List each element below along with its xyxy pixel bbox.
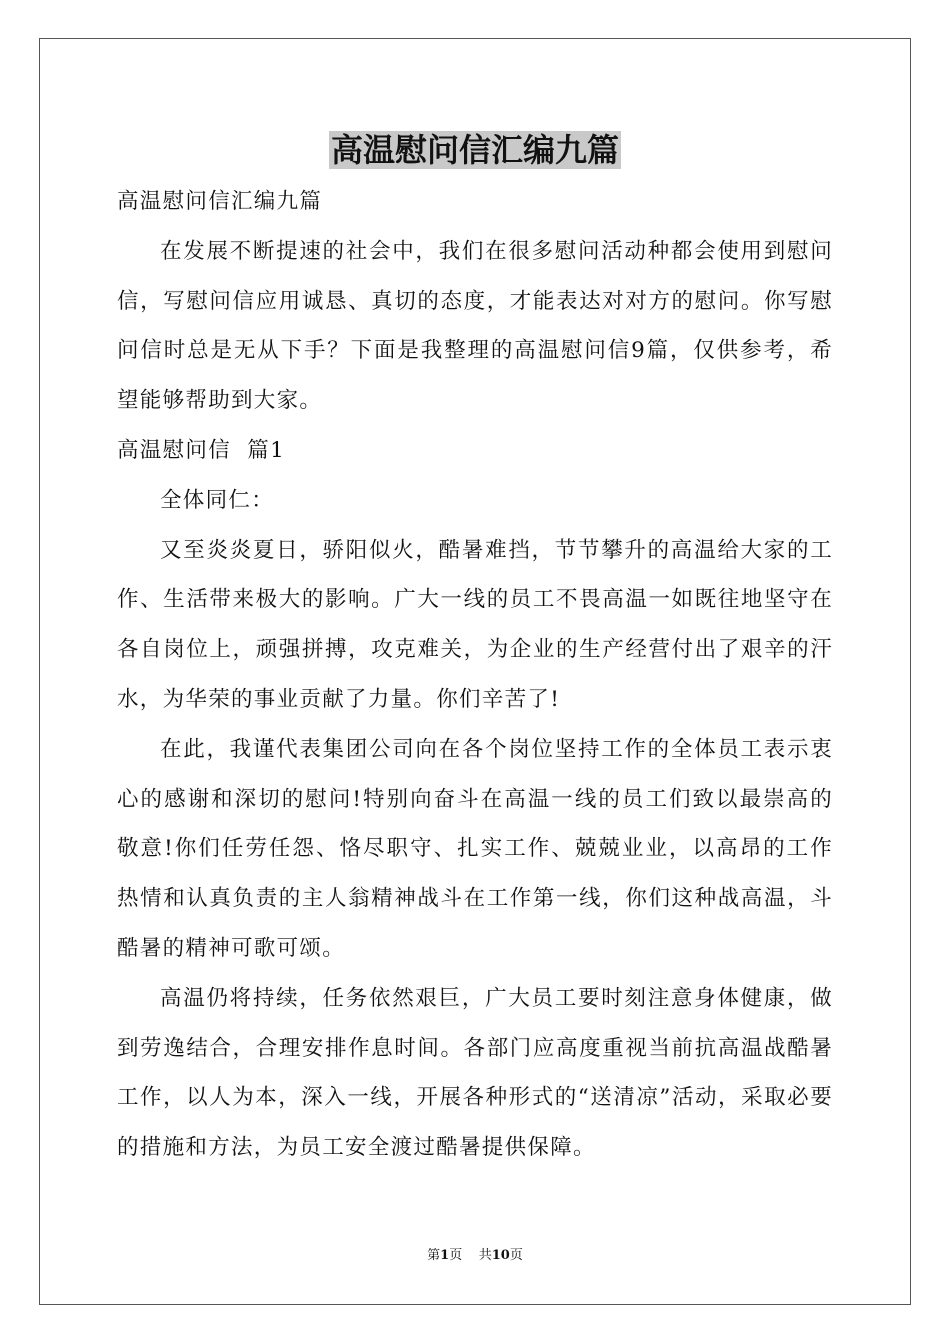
document-title bbox=[0, 126, 950, 174]
salutation: 全体同仁： bbox=[160, 487, 275, 513]
total-suffix: 页 bbox=[509, 1248, 523, 1263]
body-paragraph: 高温仍将持续，任务依然艰巨，广大员工要时刻注意身体健康，做到劳逸结合，合理安排作息时间。各部门应高度重视当前抗高温战酷暑工作，以人为本，深入一线，开展各种形式的“送清凉”活动，采取必要的措施和方法，为员工安全渡过酷暑提供保障。 bbox=[117, 985, 833, 1161]
body-paragraph: 在此，我谨代表集团公司向在各个岗位坚持工作的全体员工表示衷心的感谢和深切的慰问!特别向奋斗在高温一线的员工们致以最崇高的敬意!你们任劳任怨、恪尽职守、扎实工作、兢兢业业，以高昂的工作热情和认真负责的主人翁精神战斗在工作第一线，你们这种战高温，斗酷暑的精神可歌可颂。 bbox=[117, 736, 833, 961]
total-prefix: 共 bbox=[478, 1248, 492, 1263]
body-paragraph: 又至炎炎夏日，骄阳似火，酷暑难挡，节节攀升的高温给大家的工作、生活带来极大的影响。广大一线的员工不畏高温一如既往地坚守在各自岗位上，顽强拼搏，攻克难关，为企业的生产经营付出了艰辛的汗水，为华荣的事业贡献了力量。你们辛苦了! bbox=[117, 537, 833, 712]
page-number: 1 bbox=[440, 1248, 450, 1263]
intro-paragraph: 在发展不断提速的社会中，我们在很多慰问活动种都会使用到慰问信，写慰问信应用诚恳、真切的态度，才能表达对对方的慰问。你写慰问信时总是无从下手？下面是我整理的高温慰问信9篇，仅供参考，希望能够帮助到大家。 bbox=[117, 238, 833, 414]
page-footer bbox=[0, 1246, 950, 1266]
page-suffix: 页 bbox=[449, 1248, 463, 1263]
document-body bbox=[117, 177, 833, 1173]
section-heading: 高温慰问信 篇1 bbox=[117, 437, 286, 463]
document-title-text: 高温慰问信汇编九篇 bbox=[330, 131, 619, 169]
total-pages: 10 bbox=[491, 1248, 510, 1263]
document-subtitle: 高温慰问信汇编九篇 bbox=[117, 189, 323, 214]
page-prefix: 第 bbox=[427, 1248, 441, 1263]
